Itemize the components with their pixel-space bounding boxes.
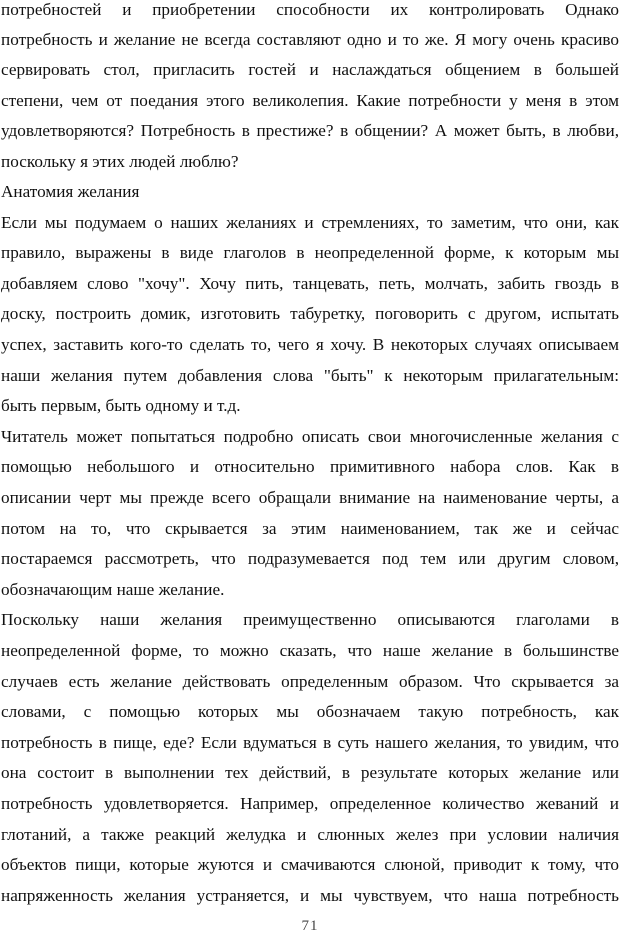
text-line: Если мы подумаем о наших желаниях и стремлениях, то заметим, что они, как: [1, 213, 619, 232]
text-line: степени, чем от поедания этого великолепия. Какие потребности у меня в этом: [1, 91, 619, 110]
text-line: добавляем слово "хочу". Хочу пить, танцевать, петь, молчать, забить гвоздь в: [1, 274, 619, 293]
text-line: помощью небольшого и относительно примитивного набора слов. Как в: [1, 457, 619, 476]
text-line: наши желания путем добавления слова "быть" к некоторым прилагательным:: [1, 366, 619, 385]
text-line: потребность и желание не всегда составляют одно и то же. Я могу очень красиво: [1, 30, 619, 49]
text-line: напряженность желания устраняется, и мы чувствуем, что наша потребность: [1, 886, 619, 905]
text-line: она состоит в выполнении тех действий, в результате которых желание или: [1, 763, 619, 782]
text-line: Читатель может попытаться подробно описать свои многочисленные желания с: [1, 427, 619, 446]
text-line: словами, с помощью которых мы обозначаем такую потребность, как: [1, 702, 619, 721]
text-line: сервировать стол, пригласить гостей и наслаждаться общением в большей: [1, 60, 619, 79]
text-line: глотаний, а также реакций желудка и слюнных желез при условии наличия: [1, 825, 619, 844]
text-line: удовлетворяются? Потребность в престиже? в общении? А может быть, в любви,: [1, 121, 619, 140]
text-line: случаев есть желание действовать определенным образом. Что скрывается за: [1, 672, 619, 691]
text-line: быть первым, быть одному и т.д.: [1, 396, 241, 415]
text-line: потребность удовлетворяется. Например, определенное количество жеваний и: [1, 794, 619, 813]
text-line: доску, построить домик, изготовить табуретку, поговорить с другом, испытать: [1, 304, 619, 323]
text-line: объектов пищи, которые жуются и смачиваются слюной, приводит к тому, что: [1, 855, 619, 874]
text-line: правило, выражены в виде глаголов в неопределенной форме, к которым мы: [1, 243, 619, 262]
text-line: потребность в пище, еде? Если вдуматься в суть нашего желания, то увидим, что: [1, 733, 619, 752]
text-line: Поскольку наши желания преимущественно описываются глаголами в: [1, 610, 619, 629]
text-line: успех, заставить кого-то сделать то, чего я хочу. В некоторых случаях описываем: [1, 335, 619, 354]
text-line: поскольку я этих людей люблю?: [1, 152, 239, 171]
text-line: неопределенной форме, то можно сказать, что наше желание в большинстве: [1, 641, 619, 660]
page-number: 71: [301, 918, 319, 934]
text-line: обозначающим наше желание.: [1, 580, 225, 599]
text-line: постараемся рассмотреть, что подразумевается под тем или другим словом,: [1, 549, 619, 568]
text-line: потребностей и приобретении способности их контролировать Однако: [1, 0, 619, 19]
text-line: потом на то, что скрывается за этим наименованием, так же и сейчас: [1, 519, 619, 538]
text-line: описании черт мы прежде всего обращали внимание на наименование черты, а: [1, 488, 619, 507]
section-heading: Анатомия желания: [1, 182, 140, 201]
